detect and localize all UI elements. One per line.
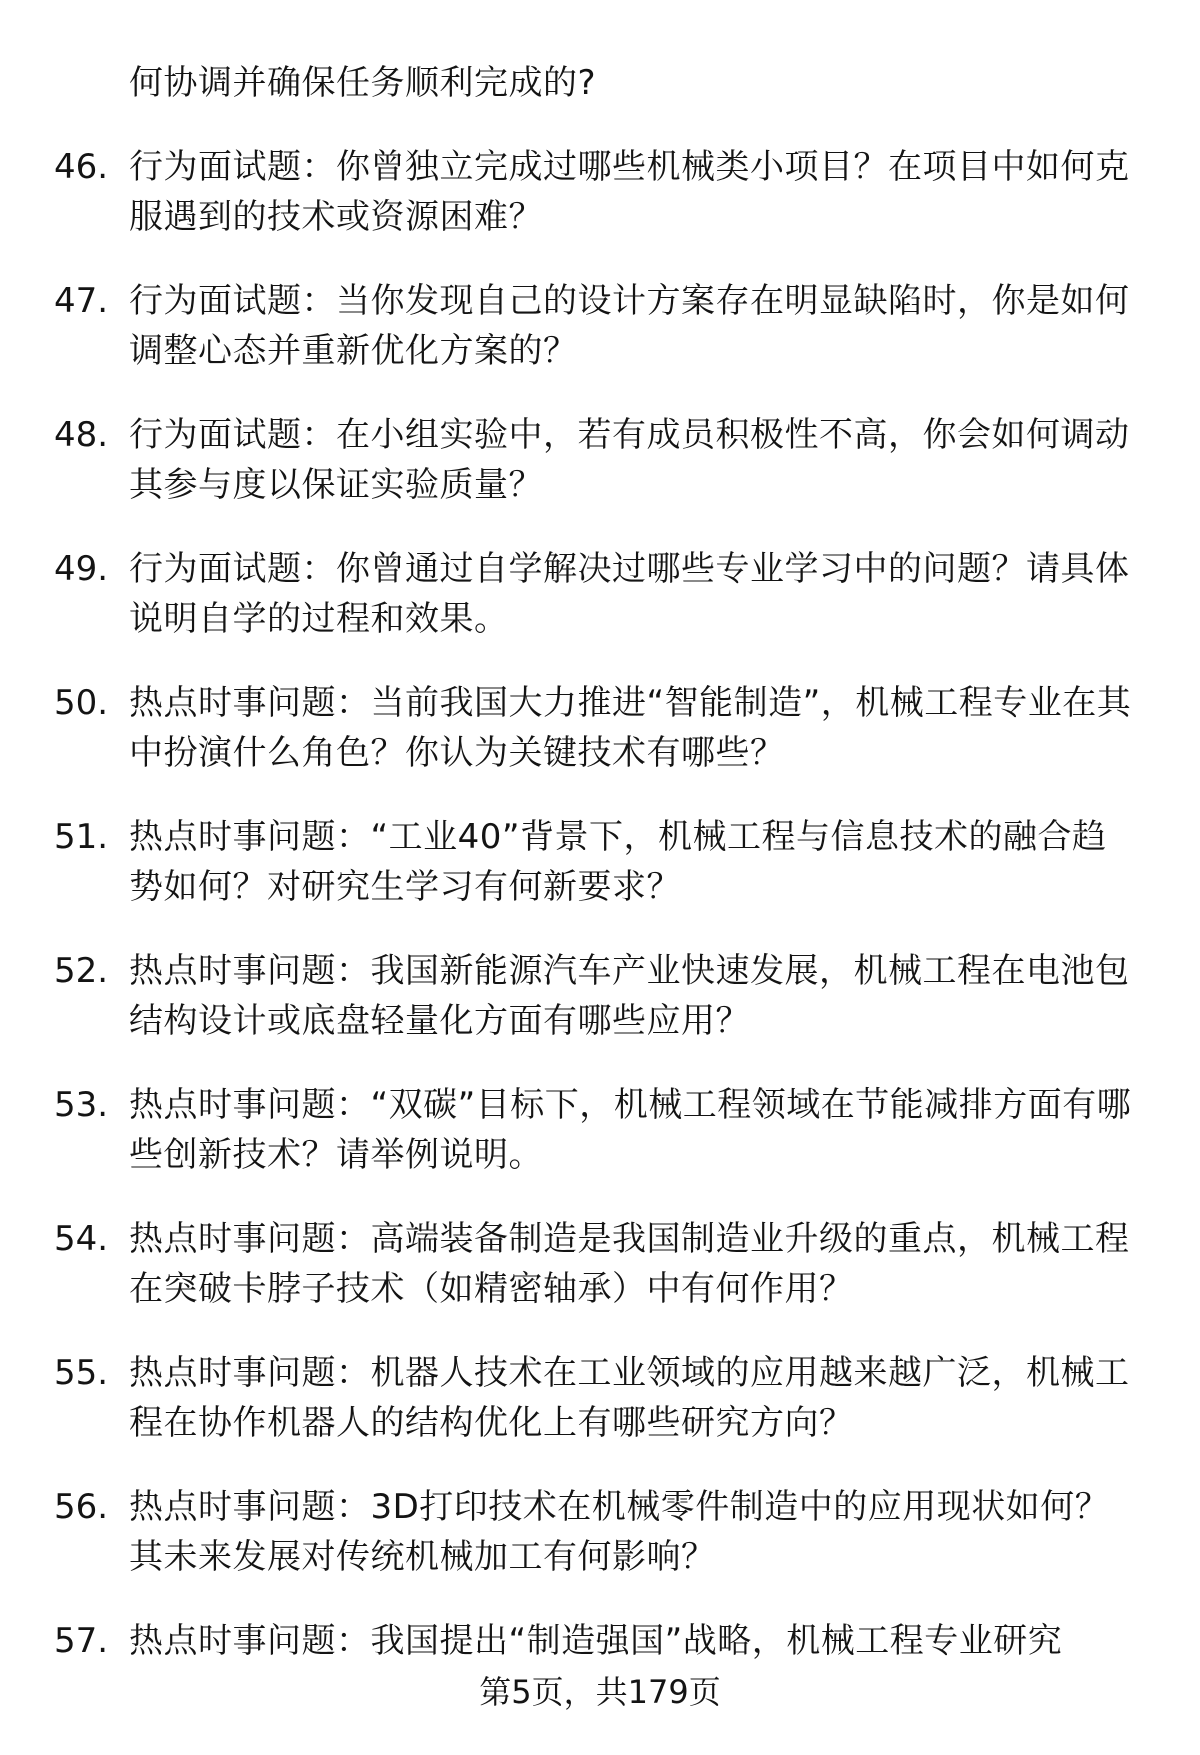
list-item [0,812,1200,912]
item-number: 51. [54,817,109,857]
item-number: 46. [54,147,109,187]
item-text: 热点时事问题：当前我国大力推进“智能制造”，机械工程专业在其中扮演什么角色？你认为关键技术有哪些？ [129,683,1132,773]
item-text: 热点时事问题：我国新能源汽车产业快速发展，机械工程在电池包结构设计或底盘轻量化方面有哪些应用？ [129,951,1130,1041]
item-text: 行为面试题：你曾独立完成过哪些机械类小项目？在项目中如何克服遇到的技术或资源困难？ [129,147,1130,237]
item-text: 行为面试题：当你发现自己的设计方案存在明显缺陷时，你是如何调整心态并重新优化方案的？ [129,281,1130,371]
item-number: 52. [54,951,109,991]
list-item [0,1080,1200,1180]
list-item [0,142,1200,242]
item-text: 行为面试题：你曾通过自学解决过哪些专业学习中的问题？请具体说明自学的过程和效果。 [129,549,1130,639]
list-item [0,1616,1200,1666]
list-item [0,544,1200,644]
item-number: 55. [54,1353,109,1393]
item-text: 热点时事问题：“双碳”目标下，机械工程领域在节能减排方面有哪些创新技术？请举例说明。 [129,1085,1132,1175]
item-text: 热点时事问题：机器人技术在工业领域的应用越来越广泛，机械工程在协作机器人的结构优化上有哪些研究方向？ [129,1353,1130,1443]
item-number: 56. [54,1487,109,1527]
item-number: 49. [54,549,109,589]
item-text: 热点时事问题：我国提出“制造强国”战略，机械工程专业研究 [129,1621,1063,1661]
item-text: 行为面试题：在小组实验中，若有成员积极性不高，你会如何调动其参与度以保证实验质量？ [129,415,1130,505]
item-text: 何协调并确保任务顺利完成的? [129,63,597,103]
list-item [0,276,1200,376]
item-number: 50. [54,683,109,723]
list-item [0,678,1200,778]
item-number: 48. [54,415,109,455]
question-list [0,58,1200,1700]
page-footer: 第5页，共179页 [479,1673,721,1711]
item-number: 47. [54,281,109,321]
item-text: 热点时事问题：3D打印技术在机械零件制造中的应用现状如何？其未来发展对传统机械加工有何影响？ [129,1487,1110,1577]
list-item [0,946,1200,1046]
item-text: 热点时事问题：“工业40”背景下，机械工程与信息技术的融合趋势如何？对研究生学习有何新要求？ [129,817,1107,907]
list-item [0,1348,1200,1448]
item-text: 热点时事问题：高端装备制造是我国制造业升级的重点，机械工程在突破卡脖子技术（如精密轴承）中有何作用？ [129,1219,1130,1309]
list-item [0,1482,1200,1582]
item-number: 54. [54,1219,109,1259]
list-item [0,410,1200,510]
item-number: 57. [54,1621,109,1661]
item-number: 53. [54,1085,109,1125]
list-item [0,1214,1200,1314]
list-item-continuation [0,58,1200,108]
